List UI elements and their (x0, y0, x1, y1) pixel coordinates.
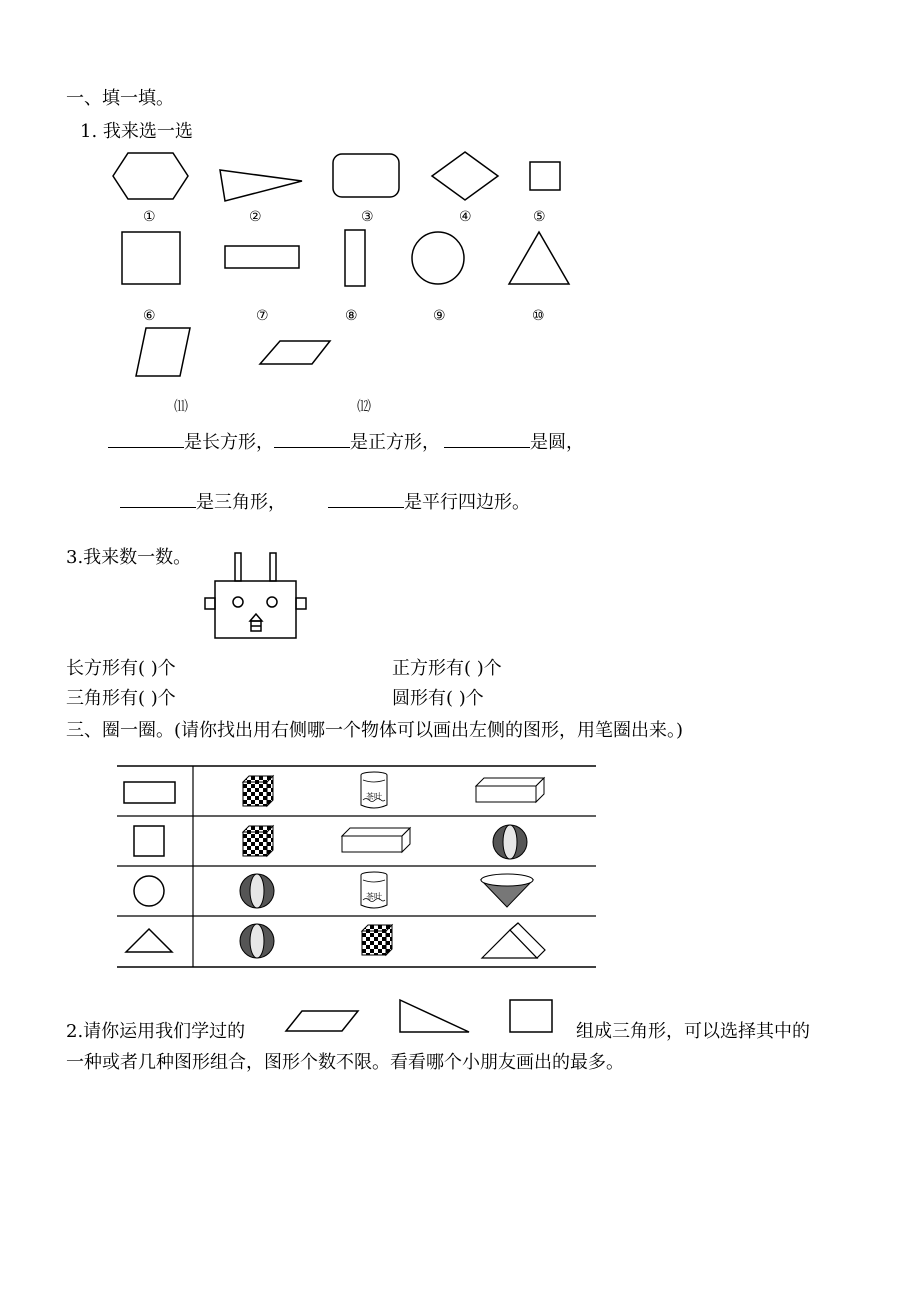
section-heading: 一、填一填。 (66, 88, 174, 109)
label: 是长方形， (184, 432, 274, 453)
tea-label: 茶叶 (366, 792, 382, 801)
shape-number: ⑤ (533, 209, 546, 225)
shape-number: ⑿ (357, 399, 371, 415)
shape-number: ⑥ (143, 308, 156, 324)
question-title: 1. 我来选一选 (80, 121, 193, 142)
label: 是平行四边形。 (404, 492, 530, 513)
section-heading: 三、圈一圈。(请你找出用右侧哪一个物体可以画出左侧的图形，用笔圈出来。) (66, 720, 684, 741)
count-triangle: 三角形有( )个 (66, 688, 176, 709)
q2-suffix: 组成三角形，可以选择其中的 (576, 1021, 810, 1042)
shape-number: ④ (459, 209, 472, 225)
count-rectangle: 长方形有( )个 (66, 658, 176, 679)
count-square: 正方形有( )个 (392, 658, 502, 679)
shape-number: ⑧ (345, 308, 358, 324)
label: 是三角形， (196, 492, 286, 513)
shape-number: ① (143, 209, 156, 225)
label: 是正方形， (350, 432, 440, 453)
q2-line2: 一种或者几种图形组合，图形个数不限。看看哪个小朋友画出的最多。 (66, 1052, 624, 1073)
q2-prefix: 2.请你运用我们学过的 (66, 1021, 246, 1042)
shape-number: ③ (361, 209, 374, 225)
shape-number: ⑾ (174, 399, 188, 415)
question-title: 3.我来数一数。 (66, 547, 192, 568)
shape-number: ⑦ (256, 308, 269, 324)
shape-number: ② (249, 209, 262, 225)
label: 是圆， (530, 432, 584, 453)
right-triangle-icon (400, 1000, 469, 1032)
tea-label: 茶叶 (366, 892, 382, 901)
count-circle: 圆形有( )个 (392, 688, 484, 709)
shape-number: ⑨ (433, 308, 446, 324)
parallelogram-icon (286, 1011, 358, 1031)
square-icon (510, 1000, 552, 1032)
shape-number: ⑩ (532, 308, 545, 324)
